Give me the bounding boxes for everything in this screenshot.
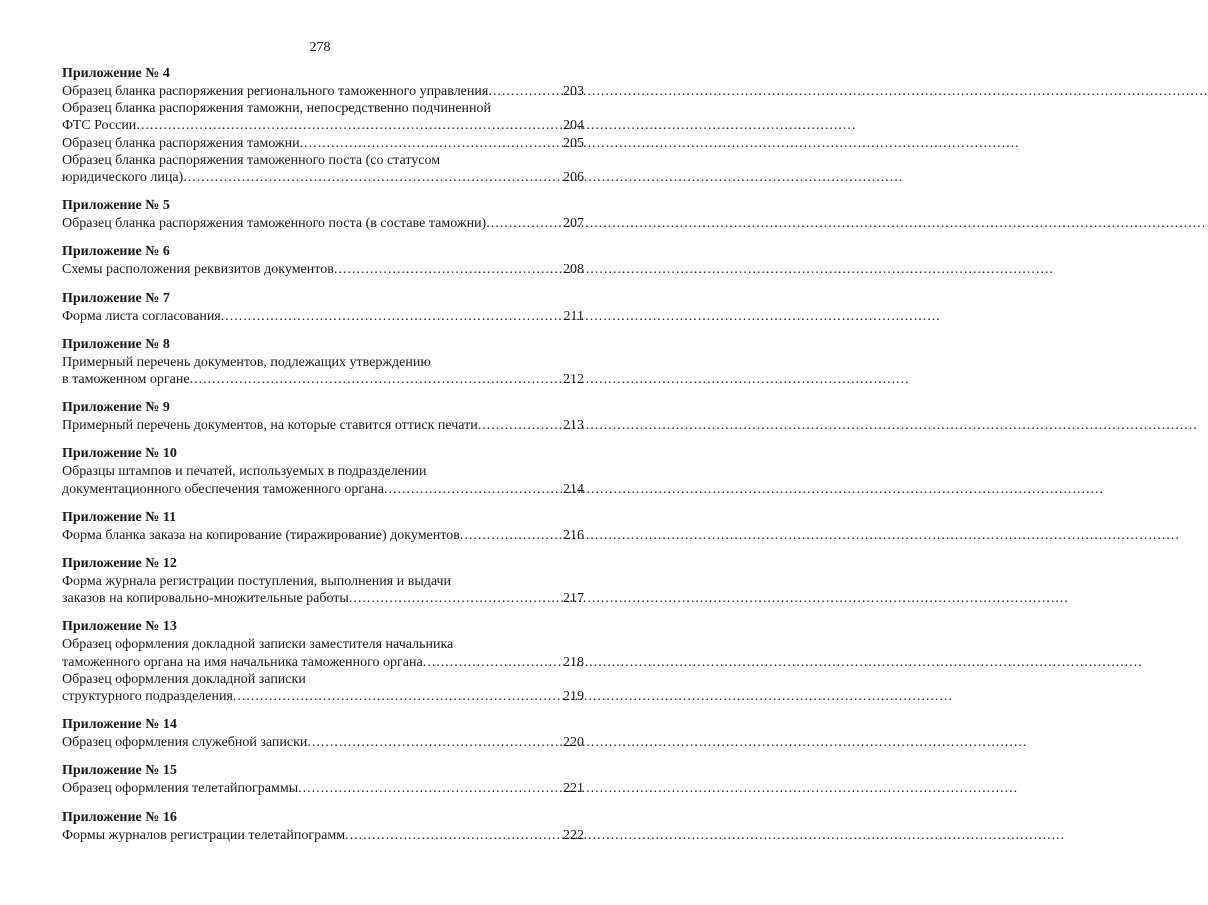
- entry-page-number: 207: [563, 216, 584, 232]
- toc-entry[interactable]: [62, 671, 584, 705]
- toc-entry[interactable]: [62, 308, 584, 325]
- entry-text-line: таможенного органа на имя начальника таможенного органа: [62, 654, 423, 670]
- dot-leader: [334, 261, 542, 278]
- toc-section: [62, 446, 584, 497]
- entry-text-line: Образец бланка распоряжения регионального таможенного управления: [62, 84, 489, 99]
- dot-leader: [298, 780, 542, 797]
- dot-leader: [307, 734, 542, 751]
- toc-entry[interactable]: [62, 152, 584, 186]
- entry-last-line: [62, 417, 584, 434]
- toc-entry[interactable]: [62, 780, 584, 797]
- entry-last-line: [62, 215, 584, 232]
- toc-section: [62, 291, 584, 325]
- toc-entry[interactable]: [62, 261, 584, 278]
- entry-text-line: структурного подразделения: [62, 689, 233, 705]
- entry-page-number: 217: [563, 591, 584, 607]
- entry-page-number: 219: [563, 689, 584, 705]
- toc-entry[interactable]: [62, 636, 584, 670]
- entry-last-line: [62, 734, 584, 751]
- entry-last-line: [62, 827, 584, 844]
- entry-last-line: [62, 481, 584, 498]
- entry-text-line: Схемы расположения реквизитов документов: [62, 262, 334, 278]
- entry-page-number: 203: [563, 84, 584, 99]
- dot-leader: [384, 481, 542, 498]
- entry-last-line: [62, 135, 584, 152]
- toc-entry[interactable]: [62, 527, 584, 544]
- toc-section: [62, 400, 584, 434]
- entry-last-line: [62, 688, 584, 705]
- entry-last-line: [62, 308, 584, 325]
- entry-text-line: документационного обеспечения таможенного органа: [62, 481, 384, 497]
- dot-leader: [136, 117, 542, 134]
- entry-text-line: Образец оформления докладной записки: [62, 671, 306, 687]
- entry-text-line: ФТС России: [62, 118, 137, 134]
- entry-text-line: Форма бланка заказа на копирование (тиражирование) документов: [62, 527, 460, 543]
- entry-last-line: [62, 371, 584, 388]
- toc-entry[interactable]: [62, 100, 584, 134]
- entry-text-line: юридического лица): [62, 170, 184, 186]
- entry-last-line: [62, 117, 584, 134]
- entry-text-line: Примерный перечень документов, на которые ставится оттиск печати: [62, 418, 478, 434]
- entry-last-line: [62, 590, 584, 607]
- section-title: Приложение № 16: [62, 809, 177, 825]
- dot-leader: [486, 215, 542, 232]
- dot-leader: [460, 527, 542, 544]
- toc-section: [62, 810, 584, 844]
- entry-page-number: 221: [563, 781, 584, 797]
- section-title: Приложение № 6: [62, 244, 170, 260]
- entry-page-number: 222: [563, 827, 584, 843]
- table-of-contents: [62, 66, 584, 856]
- entry-last-line: [62, 527, 584, 544]
- section-title: Приложение № 4: [62, 66, 170, 81]
- section-title: Приложение № 12: [62, 556, 177, 572]
- dot-leader: [349, 590, 542, 607]
- entry-text-line: Образец оформления телетайпограммы: [62, 781, 299, 797]
- entry-last-line: [62, 261, 584, 278]
- entry-page-number: 216: [563, 527, 584, 543]
- toc-entry[interactable]: [62, 573, 584, 607]
- entry-text-line: Образец бланка распоряжения таможенного поста (со статусом: [62, 152, 441, 168]
- entry-text-line: Образец бланка распоряжения таможенного поста (в составе таможни): [62, 216, 487, 232]
- entry-page-number: 205: [563, 135, 584, 151]
- toc-section: [62, 198, 584, 232]
- toc-section: [62, 717, 584, 751]
- entry-text-line: Образцы штампов и печатей, используемых в подразделении: [62, 464, 427, 480]
- dot-leader: [233, 688, 542, 705]
- entry-page-number: 213: [563, 418, 584, 434]
- entry-text-line: Форма листа согласования: [62, 308, 221, 324]
- entry-text-line: Образец бланка распоряжения таможни: [62, 135, 300, 151]
- toc-entry[interactable]: [62, 417, 584, 434]
- entry-text-line: Образец оформления служебной записки: [62, 735, 308, 751]
- dot-leader: [221, 308, 542, 325]
- entry-text-line: Образец оформления докладной записки заместителя начальника: [62, 637, 454, 653]
- toc-entry[interactable]: [62, 135, 584, 152]
- entry-page-number: 208: [563, 262, 584, 278]
- entry-last-line: [62, 83, 584, 100]
- dot-leader: [300, 135, 542, 152]
- entry-last-line: [62, 654, 584, 671]
- toc-section: [62, 66, 584, 186]
- entry-text-line: заказов на копировально-множительные работы: [62, 591, 349, 607]
- section-title: Приложение № 11: [62, 509, 177, 525]
- section-title: Приложение № 15: [62, 763, 177, 779]
- entry-page-number: 206: [563, 170, 584, 186]
- toc-entry[interactable]: [62, 827, 584, 844]
- page-number: 278: [309, 40, 331, 55]
- entry-page-number: 214: [563, 481, 584, 497]
- dot-leader: [190, 371, 542, 388]
- dot-leader: [345, 827, 542, 844]
- toc-section: [62, 556, 584, 607]
- dot-leader: [423, 654, 542, 671]
- entry-page-number: 204: [563, 118, 584, 134]
- toc-section: [62, 337, 584, 388]
- toc-entry[interactable]: [62, 734, 584, 751]
- toc-section: [62, 244, 584, 278]
- entry-text-line: Формы журналов регистрации телетайпограмм: [62, 827, 346, 843]
- dot-leader: [488, 83, 542, 100]
- entry-text-line: Форма журнала регистрации поступления, выполнения и выдачи: [62, 574, 452, 590]
- toc-entry[interactable]: [62, 463, 584, 497]
- toc-section: [62, 510, 584, 544]
- section-title: Приложение № 10: [62, 446, 177, 462]
- entry-text-line: Примерный перечень документов, подлежащих утверждению: [62, 354, 431, 370]
- entry-page-number: 218: [563, 654, 584, 670]
- entry-last-line: [62, 780, 584, 797]
- entry-text-line: в таможенном органе: [62, 372, 190, 388]
- entry-page-number: 212: [563, 372, 584, 388]
- toc-section: [62, 763, 584, 797]
- entry-page-number: 211: [563, 308, 584, 324]
- dot-leader: [183, 169, 542, 186]
- dot-leader: [478, 417, 542, 434]
- entry-text-line: Образец бланка распоряжения таможни, непосредственно подчиненной: [62, 101, 492, 117]
- section-title: Приложение № 13: [62, 619, 177, 635]
- section-title: Приложение № 8: [62, 336, 170, 352]
- entry-last-line: [62, 169, 584, 186]
- section-title: Приложение № 5: [62, 198, 170, 214]
- toc-entry[interactable]: [62, 83, 584, 100]
- section-title: Приложение № 14: [62, 717, 177, 733]
- entry-page-number: 220: [563, 735, 584, 751]
- toc-entry[interactable]: [62, 215, 584, 232]
- toc-entry[interactable]: [62, 354, 584, 388]
- section-title: Приложение № 9: [62, 400, 170, 416]
- toc-section: [62, 619, 584, 705]
- section-title: Приложение № 7: [62, 290, 170, 306]
